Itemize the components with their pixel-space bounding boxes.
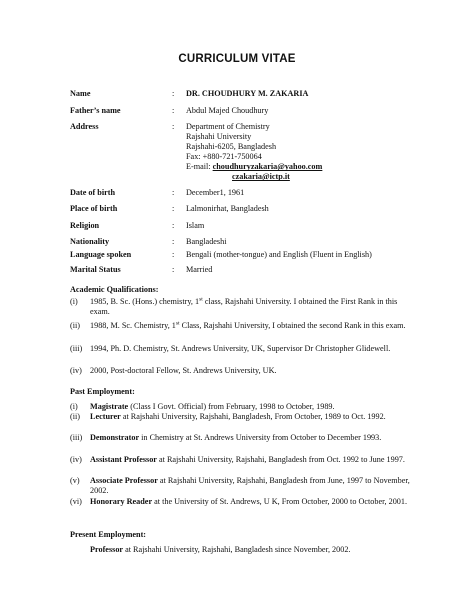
field-label: Address <box>70 122 99 131</box>
colon: : <box>172 250 175 259</box>
superscript: st <box>199 296 203 303</box>
superscript: st <box>175 320 180 327</box>
email-label: E-mail: <box>186 162 213 172</box>
item-text-part: 1988, M. Sc. Chemistry, 1 <box>90 321 176 330</box>
item-number: (i) <box>70 402 78 411</box>
job-detail: at the University of St. Andrews, U K, From October, 2000 to October, 2001. <box>152 497 408 506</box>
father-name-value: Abdul Majed Choudhury <box>186 106 269 115</box>
past-employment-heading: Past Employment: <box>70 387 135 396</box>
job-title: Magistrate <box>90 402 129 411</box>
colon: : <box>172 89 175 98</box>
dob-value: December1, 1961 <box>186 188 245 197</box>
item-text <box>90 297 412 317</box>
address-value <box>186 122 456 183</box>
job-title: Assistant Professor <box>90 455 157 464</box>
item-text-part: 1985, B. Sc. (Hons.) chemistry, 1 <box>90 297 200 306</box>
field-label: Nationality <box>70 237 110 246</box>
field-label: Date of birth <box>70 188 116 197</box>
item-number: (iii) <box>70 344 83 353</box>
present-employment-text <box>90 545 350 555</box>
present-employment-heading: Present Employment: <box>70 530 147 539</box>
fax-line: Fax: +880-721-750064 <box>186 152 262 162</box>
birthplace-value: Lalmonirhat, Bangladesh <box>186 204 269 213</box>
job-title: Lecturer <box>90 412 121 421</box>
colon: : <box>172 204 175 213</box>
job-title: Associate Professor <box>90 476 158 485</box>
email-link-primary[interactable]: choudhuryzakaria@yahoo.com <box>212 162 323 172</box>
item-number: (v) <box>70 476 80 485</box>
item-text <box>90 402 412 412</box>
item-text <box>90 321 412 331</box>
field-label: Name <box>70 89 91 98</box>
item-text <box>90 497 412 507</box>
name-value: DR. CHOUDHURY M. ZAKARIA <box>186 89 309 98</box>
job-detail: at Rajshahi University, Rajshahi, Bangladesh from Oct. 1992 to June 1997. <box>156 455 405 464</box>
religion-value: Islam <box>186 221 205 230</box>
colon: : <box>172 122 175 131</box>
job-detail: in Chemistry at St. Andrews University from October to December 1993. <box>139 433 382 442</box>
item-text <box>90 433 412 443</box>
address-line: Department of Chemistry <box>186 122 270 131</box>
job-title: Professor <box>90 545 124 554</box>
job-detail: (Class I Govt. Official) from February, 1998 to October, 1989. <box>128 402 335 411</box>
email-link-secondary[interactable]: czakaria@ictp.it <box>232 172 290 182</box>
job-detail: at Rajshahi University, Rajshahi, Bangladesh since November, 2002. <box>123 545 351 554</box>
job-detail: at Rajshahi University, Rajshahi, Bangladesh, From October, 1989 to Oct. 1992. <box>120 412 386 421</box>
item-number: (iii) <box>70 433 83 442</box>
page-title: CURRICULUM VITAE <box>178 53 296 65</box>
field-label: Place of birth <box>70 204 118 213</box>
colon: : <box>172 237 175 246</box>
item-text: 2000, Post-doctoral Fellow, St. Andrews University, UK. <box>90 366 277 375</box>
item-number: (ii) <box>70 412 81 421</box>
address-line: Rajshahi-6205, Bangladesh <box>186 142 277 152</box>
email-line <box>186 162 456 172</box>
item-number: (iv) <box>70 366 82 375</box>
job-detail: at Rajshahi University, Rajshahi, Bangladesh from June, 1997 to November, 2002. <box>90 476 410 496</box>
item-number: (iv) <box>70 455 82 464</box>
academic-heading: Academic Qualifications: <box>70 285 159 294</box>
colon: : <box>172 265 175 274</box>
item-text: 1994, Ph. D. Chemistry, St. Andrews University, UK, Supervisor Dr Christopher Glidewell. <box>90 344 391 353</box>
field-label: Father’s name <box>70 106 121 115</box>
item-text <box>90 476 412 496</box>
address-line: Rajshahi University <box>186 132 252 142</box>
item-number: (vi) <box>70 497 82 506</box>
job-title: Demonstrator <box>90 433 140 442</box>
item-text <box>90 455 412 465</box>
item-text-part: class, Rajshahi University. I obtained the First Rank in this exam. <box>90 297 398 317</box>
item-number: (ii) <box>70 321 81 330</box>
email-line-2 <box>186 172 456 182</box>
field-label: Language spoken <box>70 250 132 259</box>
item-number: (i) <box>70 297 78 306</box>
job-title: Honorary Reader <box>90 497 153 506</box>
colon: : <box>172 221 175 230</box>
nationality-value: Bangladeshi <box>186 237 227 246</box>
field-label: Marital Status <box>70 265 121 274</box>
language-value: Bengali (mother-tongue) and English (Fluent in English) <box>186 250 372 259</box>
colon: : <box>172 106 175 115</box>
marital-value: Married <box>186 265 213 274</box>
item-text-part: Class, Rajshahi University, I obtained the second Rank in this exam. <box>179 321 406 330</box>
field-label: Religion <box>70 221 100 230</box>
item-text <box>90 412 412 422</box>
colon: : <box>172 188 175 197</box>
